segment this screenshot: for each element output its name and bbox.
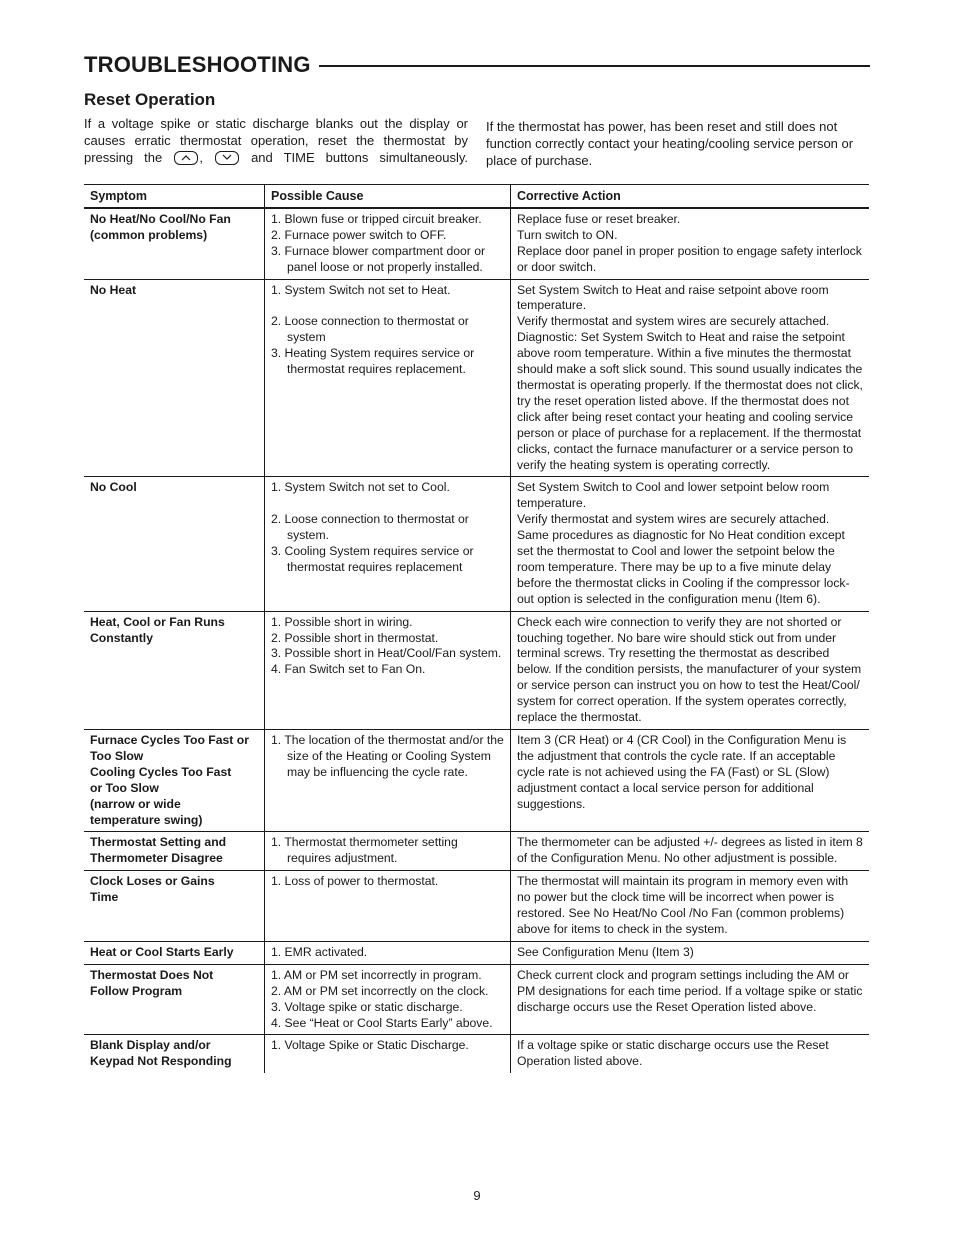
action-cell — [511, 964, 870, 1035]
header-symptom: Symptom — [84, 185, 265, 208]
cause-cell — [265, 730, 511, 832]
cause-item: 3. Possible short in Heat/Cool/Fan system. — [271, 646, 502, 661]
action-cell — [511, 941, 870, 964]
troubleshooting-table — [84, 184, 869, 1073]
symptom-cell — [84, 871, 265, 942]
action-text: Diagnostic: Set System Switch to Heat and raise the setpoint above room temperature. Within a five minutes the thermostat should make a soft slick sound. This sound usually indicates the thermostat is operating properly. If the thermostat does not click, try the reset operation listed above. If the thermostat does not click after being reset contact your heating and cooling service person or place of purchase for a replacement. If the thermostat clicks, contact the furnace manufacturer or a service person to verify the heating system is operating correctly. — [517, 330, 863, 472]
symptom-text: temperature swing) — [90, 812, 203, 827]
symptom-cell — [84, 941, 265, 964]
cause-item: 3. Cooling System requires service or thermostat requires replacement — [271, 544, 474, 575]
cause-item: 2. AM or PM set incorrectly on the clock. — [271, 983, 489, 998]
action-text: Set System Switch to Heat and raise setpoint above room temperature. — [517, 282, 829, 313]
cause-item: 1. System Switch not set to Heat. — [271, 282, 451, 297]
action-cell — [511, 611, 870, 729]
symptom-cell — [84, 208, 265, 279]
header-possible-cause: Possible Cause — [265, 185, 511, 208]
cause-item: 2. Possible short in thermostat. — [271, 630, 439, 645]
reset-text-part2: and TIME buttons simultaneously. — [251, 150, 469, 165]
cause-cell — [265, 964, 511, 1035]
symptom-text: Heat, Cool or Fan Runs — [90, 614, 225, 629]
symptom-text: (narrow or wide — [90, 796, 181, 811]
action-text: The thermostat will maintain its program in memory even with no power but the clock time will be incorrect when power is restored. See No Heat/No Cool /No Fan (common problems) above for items to check in the system. — [517, 874, 849, 936]
cause-item: 1. EMR activated. — [271, 944, 368, 959]
action-text: The thermometer can be adjusted +/- degrees as listed in item 8 of the Configuration Menu. No other adjustment is possible. — [517, 835, 863, 866]
symptom-text: Thermostat Does Not — [90, 967, 214, 982]
symptom-text: No Cool — [90, 480, 137, 495]
cause-item: 3. Furnace blower compartment door or panel loose or not properly installed. — [271, 243, 486, 274]
action-cell — [511, 730, 870, 832]
cause-cell — [265, 1035, 511, 1073]
down-arrow-button-icon — [215, 151, 239, 165]
page-title: TROUBLESHOOTING — [84, 52, 311, 77]
action-text: Set System Switch to Cool and lower setpoint below room temperature. — [517, 480, 830, 511]
symptom-cell — [84, 611, 265, 729]
action-text: Verify thermostat and system wires are securely attached. — [517, 512, 830, 527]
cause-cell — [265, 611, 511, 729]
cause-cell — [265, 941, 511, 964]
action-cell — [511, 208, 870, 279]
cause-item: 2. Loose connection to thermostat or system. — [271, 512, 469, 543]
cause-item: 1. System Switch not set to Cool. — [271, 480, 450, 495]
action-cell — [511, 1035, 870, 1073]
symptom-cell — [84, 477, 265, 611]
cause-item: 1. The location of the thermostat and/or the size of the Heating or Cooling System may be influencing the cycle rate. — [271, 733, 504, 779]
table-row — [84, 832, 869, 871]
table-row — [84, 941, 869, 964]
cause-item: 1. Loss of power to thermostat. — [271, 874, 439, 889]
table-row — [84, 964, 869, 1035]
table-header-row — [84, 185, 869, 208]
symptom-text: Follow Program — [90, 983, 183, 998]
symptom-cell — [84, 832, 265, 871]
table-row — [84, 611, 869, 729]
table-row — [84, 279, 869, 477]
cause-item: 1. Possible short in wiring. — [271, 614, 413, 629]
symptom-text: Furnace Cycles Too Fast or — [90, 733, 249, 747]
symptom-text: Cooling Cycles Too Fast — [90, 764, 232, 779]
table-row — [84, 477, 869, 611]
symptom-cell — [84, 1035, 265, 1073]
action-cell — [511, 832, 870, 871]
action-cell — [511, 279, 870, 477]
symptom-text: (common problems) — [90, 227, 208, 242]
service-contact-note: If the thermostat has power, has been reset and still does not function correctly contact your heating/cooling service person or place of purchase. — [486, 119, 854, 168]
reset-text-part1: If a voltage spike or static discharge blanks out the display or causes erratic thermostat operation, reset the thermostat by pressing the — [84, 116, 468, 165]
action-text: Check current clock and program settings including the AM or PM designations for each time period. If a voltage spike or static discharge occurs use the Reset Operation listed above. — [517, 967, 863, 1014]
symptom-text: Thermometer Disagree — [90, 851, 223, 866]
action-text: Replace door panel in proper position to engage safety interlock or door switch. — [517, 243, 862, 274]
symptom-text: or Too Slow — [90, 780, 159, 795]
cause-cell — [265, 279, 511, 477]
action-text: See Configuration Menu (Item 3) — [517, 944, 694, 959]
cause-item: 3. Heating System requires service or thermostat requires replacement. — [271, 346, 475, 377]
reset-text-comma: , — [199, 150, 203, 165]
title-rule — [319, 65, 870, 67]
cause-item: 1. Blown fuse or tripped circuit breaker. — [271, 211, 482, 226]
table-row — [84, 1035, 869, 1073]
page-number: 9 — [473, 1188, 481, 1203]
symptom-text: Clock Loses or Gains — [90, 874, 215, 889]
action-cell — [511, 477, 870, 611]
symptom-text: No Heat/No Cool/No Fan — [90, 211, 231, 226]
action-cell — [511, 871, 870, 942]
table-body — [84, 208, 869, 1073]
cause-item: 1. Voltage Spike or Static Discharge. — [271, 1038, 469, 1053]
cause-cell — [265, 871, 511, 942]
cause-cell — [265, 832, 511, 871]
reset-instructions — [84, 115, 468, 166]
symptom-text: Time — [90, 890, 119, 905]
symptom-cell — [84, 279, 265, 477]
action-text: Verify thermostat and system wires are securely attached. — [517, 314, 830, 329]
table-row — [84, 730, 869, 832]
symptom-text: Blank Display and/or — [90, 1038, 211, 1053]
symptom-text: Thermostat Setting and — [90, 835, 227, 850]
cause-cell — [265, 208, 511, 279]
up-arrow-button-icon — [174, 151, 198, 165]
action-text: Same procedures as diagnostic for No Heat condition except set the thermostat to Cool and lower the setpoint below the room temperature. There may be up to a five minute delay before the thermostat clicks in Cooling if the compressor lock-out option is selected in the configuration menu (Item 6). — [517, 528, 850, 606]
symptom-cell — [84, 964, 265, 1035]
action-text: Turn switch to ON. — [517, 227, 618, 242]
cause-item: 3. Voltage spike or static discharge. — [271, 999, 463, 1014]
symptom-text: No Heat — [90, 282, 137, 297]
cause-item: 1. AM or PM set incorrectly in program. — [271, 967, 482, 982]
header-corrective-action: Corrective Action — [511, 185, 870, 208]
cause-item: 1. Thermostat thermometer setting requires adjustment. — [271, 835, 458, 866]
table-row — [84, 871, 869, 942]
action-text: Replace fuse or reset breaker. — [517, 211, 681, 226]
action-text: If a voltage spike or static discharge occurs use the Reset Operation listed above. — [517, 1038, 829, 1069]
cause-cell — [265, 477, 511, 611]
cause-item: 4. Fan Switch set to Fan On. — [271, 662, 426, 677]
symptom-text: Constantly — [90, 630, 153, 645]
cause-item: 4. See “Heat or Cool Starts Early” above. — [271, 1015, 493, 1030]
symptom-text: Keypad Not Responding — [90, 1054, 232, 1069]
section-header — [84, 50, 870, 80]
section-subtitle: Reset Operation — [84, 90, 216, 109]
action-text: Check each wire connection to verify they are not shorted or touching together. No bare wire should stick out from under terminal screws. Try resetting the thermostat as described below. If the condition persists, the manufacturer of your system or service person can instruct you on how to test the Heat/Cool/ system for correct operation. If the system operates correctly, replace the thermostat. — [517, 614, 862, 725]
symptom-text: Too Slow — [90, 748, 144, 763]
table-row — [84, 208, 869, 279]
cause-item: 2. Furnace power switch to OFF. — [271, 227, 447, 242]
action-text: Item 3 (CR Heat) or 4 (CR Cool) in the Configuration Menu is the adjustment that controls the cycle rate. If an acceptable cycle rate is not achieved using the FA (Fast) or SL (Slow) adjustment contact a local service person for additional suggestions. — [517, 733, 847, 811]
cause-item: 2. Loose connection to thermostat or system — [271, 314, 469, 345]
symptom-text: Heat or Cool Starts Early — [90, 944, 234, 959]
symptom-cell — [84, 730, 265, 832]
